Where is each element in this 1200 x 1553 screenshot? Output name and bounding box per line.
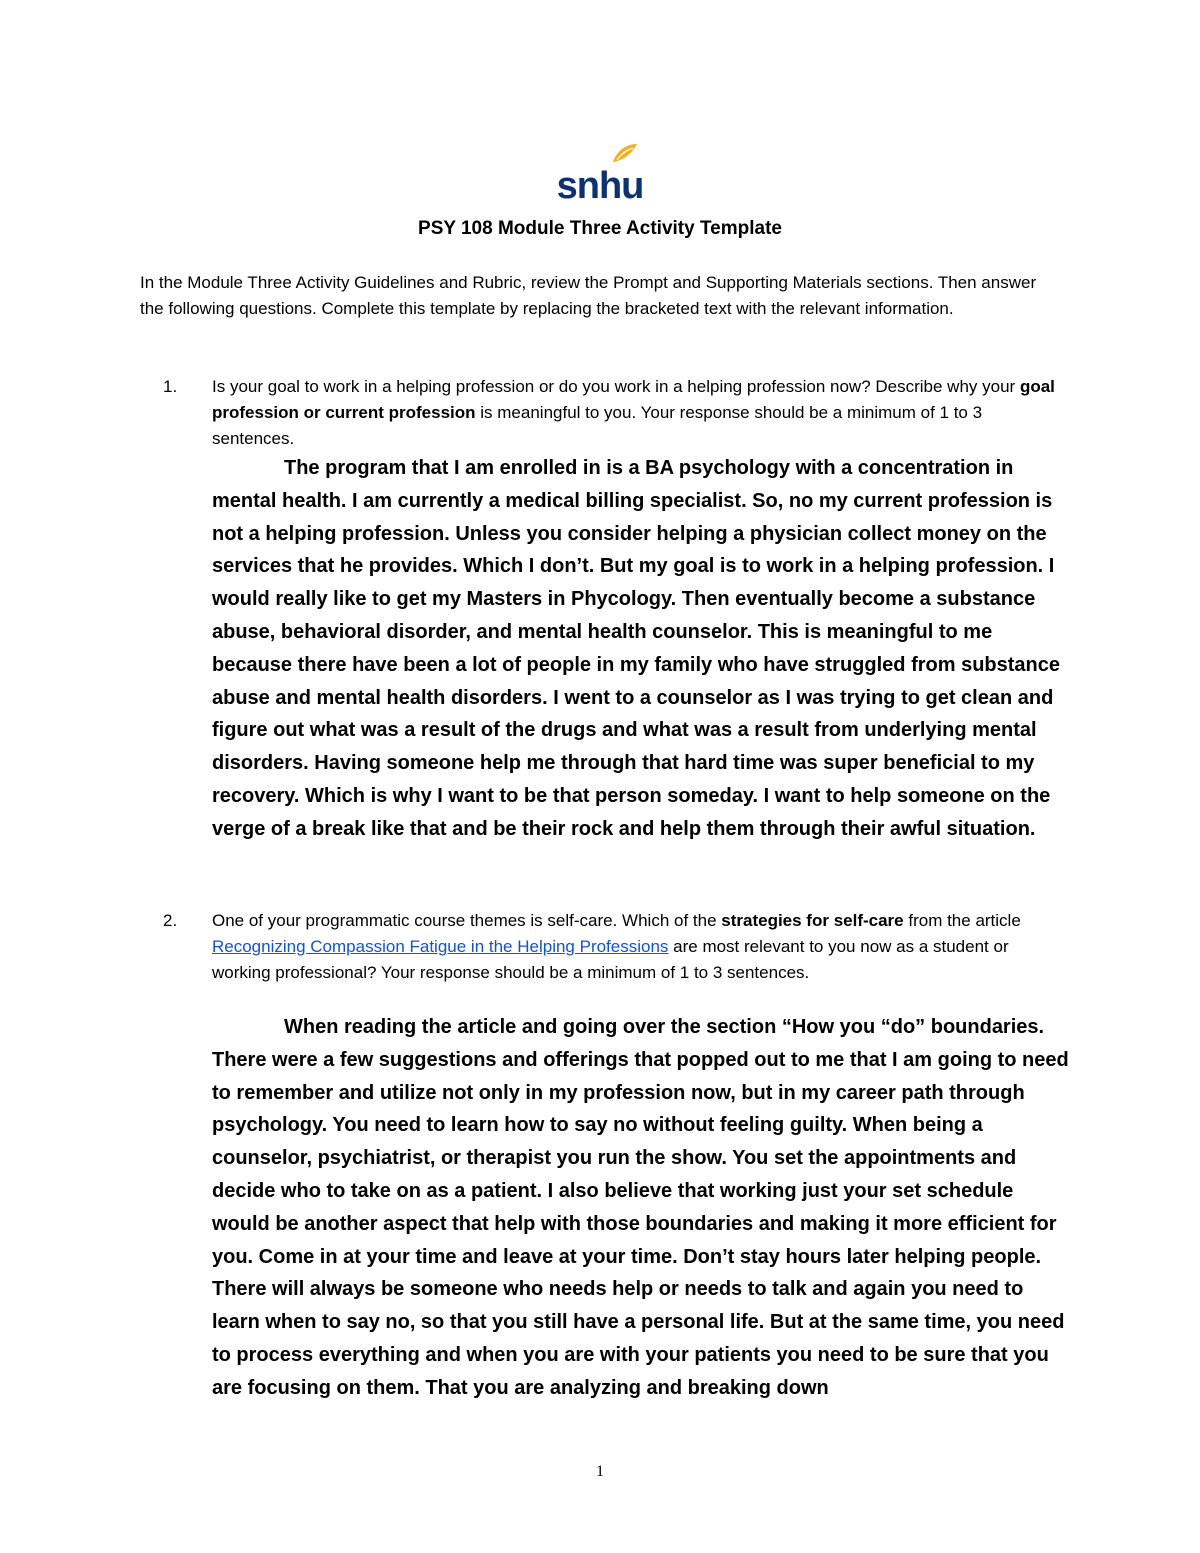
answer-1: The program that I am enrolled in is a BA psychology with a concentration in mental health. I am currently a medical billing specialist. So, no my current profession is not a helping profession. Unless you consider helping a physician collect money on the services that he provides. Which I don’t. But my goal is to work in a helping profession. I would really like to get my Masters in Phycology. Then eventually become a substance abuse, behavioral disorder, and mental health counselor. This is meaningful to me because there have been a lot of people in my family who have struggled from substance abuse and mental health disorders. I went to a counselor as I was trying to get clean and figure out what was a result of the drugs and what was a result from underlying mental disorders. Having someone help me through that hard time was super beneficial to my recovery. Which is why I want to be that person someday. I want to help someone on the verge of a break like that and be their rock and help them through their awful situation. <box>212 457 1060 840</box>
intro-paragraph: In the Module Three Activity Guidelines and Rubric, review the Prompt and Supporting Materials sections. Then answer the following questions. Complete this template by replacing the bracketed text with the relevant information. <box>140 273 1037 318</box>
question-2-bold: strategies for self-care <box>721 911 904 930</box>
article-link[interactable]: Recognizing Compassion Fatigue in the Helping Professions <box>212 937 669 956</box>
answer-2: When reading the article and going over the section “How you “do” boundaries. There were a few suggestions and offerings that popped out to me that I am going to need to remember and utilize not only in my profession now, but in my career path through psychology. You need to learn how to say no without feeling guilty. When being a counselor, psychiatrist, or therapist you run the show. You set the appointments and decide who to take on as a patient. I also believe that working just your set schedule would be another aspect that help with those boundaries and making it more efficient for you. Come in at your time and leave at your time. Don’t stay hours later helping people. There will always be someone who needs help or needs to talk and again you need to learn when to say no, so that you still have a personal life. But at the same time, you need to process everything and when you are with your patients you need to be sure that you are focusing on them. That you are analyzing and breaking down <box>212 1016 1069 1399</box>
snhu-logo <box>555 140 645 204</box>
question-2-text-b: from the article <box>903 911 1021 930</box>
question-2-prompt <box>212 908 1062 986</box>
question-1-bold: goal profession or current profession <box>212 377 1055 422</box>
question-1-number: 1. <box>163 377 178 396</box>
question-1-text-a: Is your goal to work in a helping profession or do you work in a helping profession now? Describe why your <box>212 377 1020 396</box>
page-title: PSY 108 Module Three Activity Template <box>418 218 782 239</box>
snhu-logo-mark <box>555 140 645 204</box>
page-number: 1 <box>596 1463 604 1480</box>
question-2-text-a: One of your programmatic course themes is self-care. Which of the <box>212 911 722 930</box>
question-2-number: 2. <box>163 911 178 930</box>
question-2-text-c: are most relevant to you now as a student or working professional? Your response should be a minimum of 1 to 3 sentences. <box>212 937 1009 982</box>
question-1-text-b: is meaningful to you. Your response should be a minimum of 1 to 3 sentences. <box>212 403 983 448</box>
question-1-prompt <box>212 374 1062 452</box>
svg-text:snhu: snhu <box>556 165 644 204</box>
